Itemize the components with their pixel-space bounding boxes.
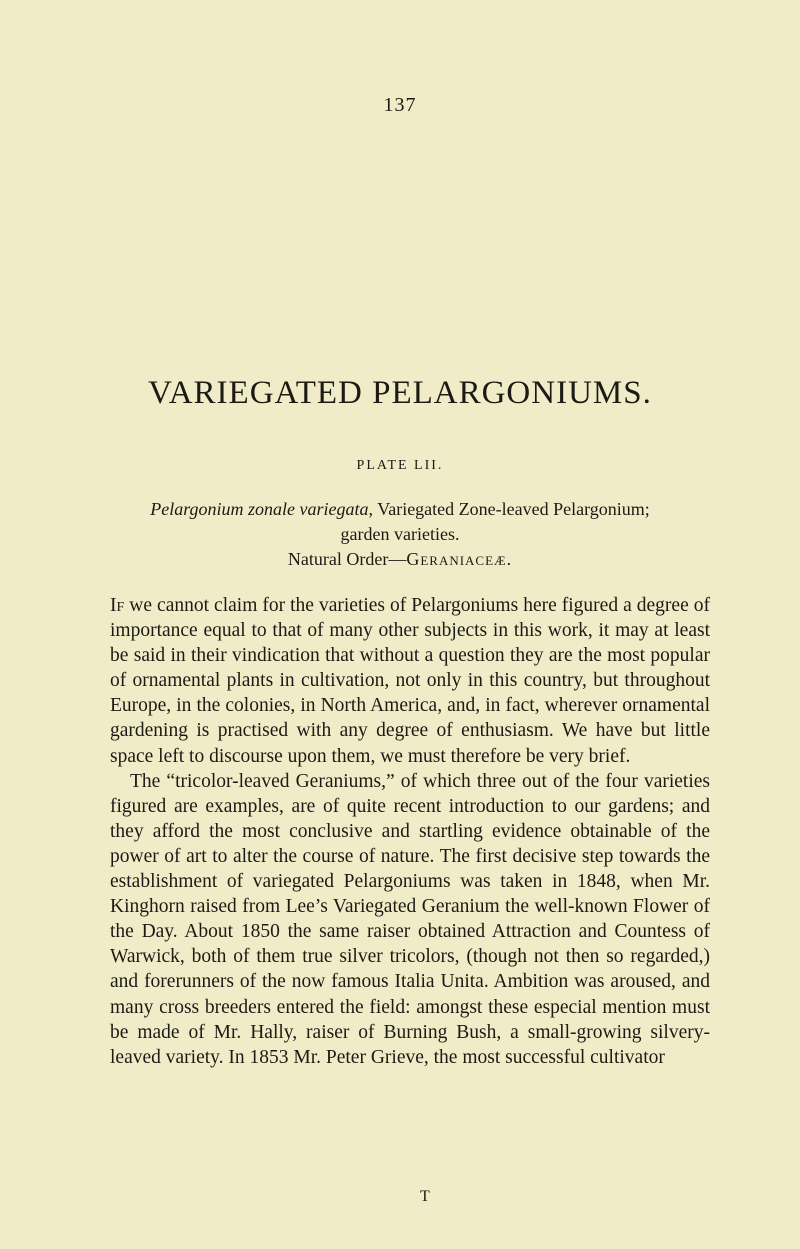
signature-mark: T [420, 1188, 430, 1205]
latin-name: Pelargonium zonale variegata, [150, 499, 374, 519]
paragraph-2 [110, 769, 710, 1070]
plate-label: PLATE LII. [356, 458, 444, 473]
caption-line-1 [0, 497, 800, 522]
natural-order-name: Geraniaceæ. [406, 549, 513, 569]
natural-order-prefix: Natural Order— [287, 549, 407, 569]
paragraph-1-text: we cannot claim for the varieties of Pelargoniums here figured a degree of importance equal to that of many other subjects in this work, it may at least be said in their vindication that without a question they are the most popular of ornamental plants in cultivation, not only in this country, but throughout Europe, in the colonies, in North America, and, in fact, wherever ornamental gardening is practised with any degree of enthusiasm. We have but little space left to discourse upon them, we must therefore be very brief. [110, 595, 710, 767]
common-name: Variegated Zone-leaved Pelargonium; [373, 499, 650, 519]
body-text [110, 593, 710, 1070]
page-title: VARIEGATED PELARGONIUMS. [148, 375, 652, 411]
species-caption [0, 497, 800, 572]
paragraph-2-text: The “tricolor-leaved Geraniums,” of which three out of the four varieties figured are examples, are of quite recent introduction to our gardens; and they afford the most conclusive and startling evidence obtainable of the power of art to alter the course of nature. The first decisive step towards the establishment of variegated Pelargoniums was taken in 1848, when Mr. Kinghorn raised from Lee’s Variegated Geranium the well-known Flower of the Day. About 1850 the same raiser obtained Attraction and Countess of Warwick, both of them true silver tricolors, (though not then so regarded,) and forerunners of the now famous Italia Unita. Ambition was aroused, and many cross breeders entered the field: amongst these especial mention must be made of Mr. Hally, raiser of Burning Bush, a small-growing silvery-leaved variety. In 1853 Mr. Peter Grieve, the most successful cultivator [110, 770, 710, 1068]
paragraph-1 [110, 593, 710, 769]
caption-line-2: garden varieties. [340, 524, 460, 544]
page-number: 137 [383, 94, 417, 116]
natural-order [0, 547, 800, 572]
lead-word: If [110, 595, 125, 616]
